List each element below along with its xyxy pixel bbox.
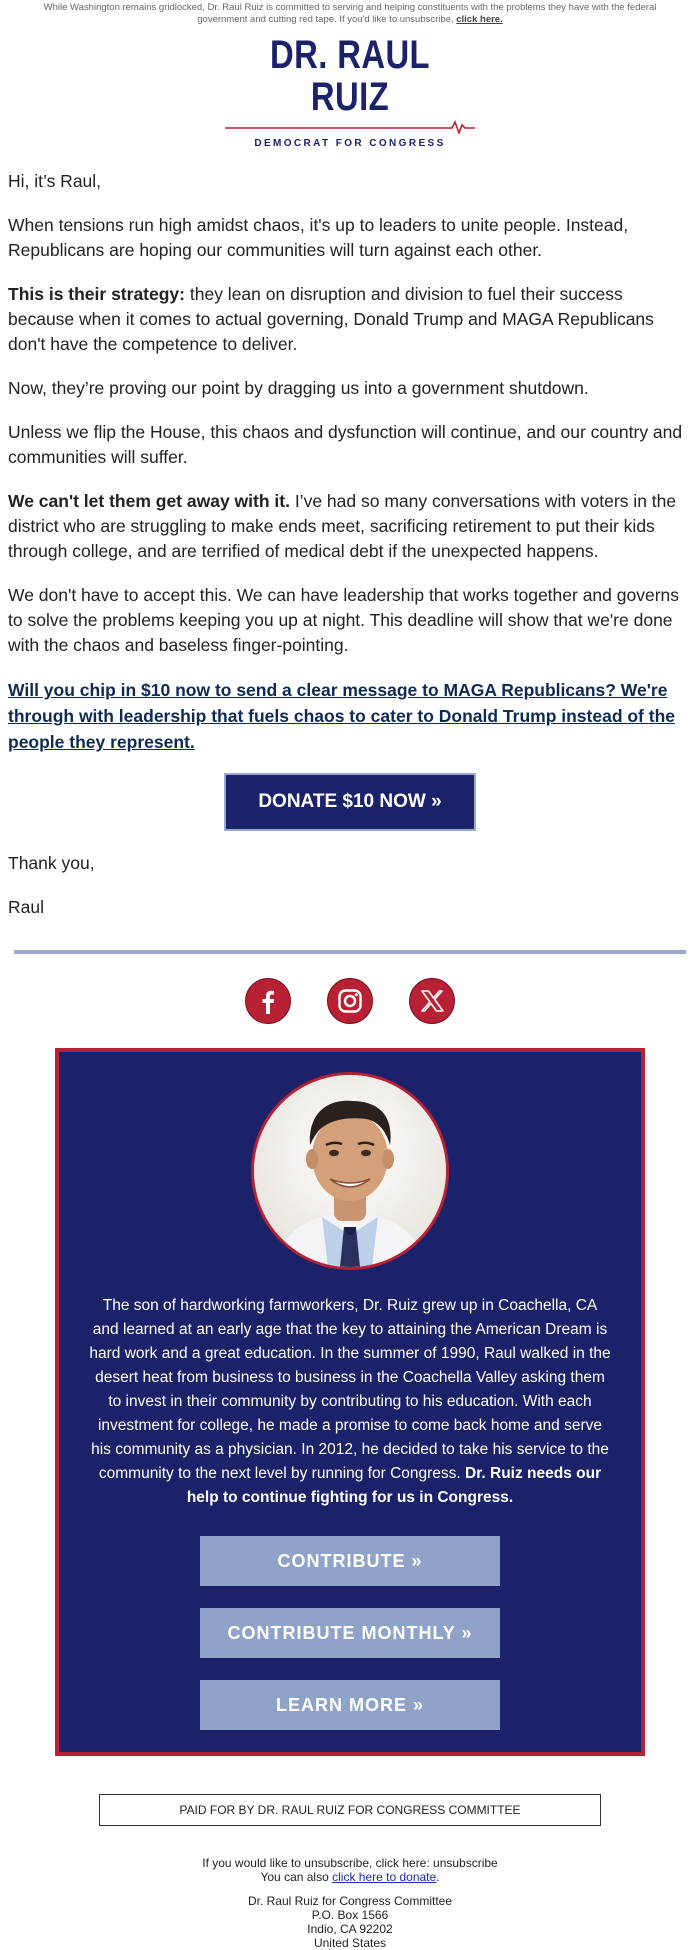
x-icon[interactable]	[409, 978, 455, 1024]
mailing-address	[0, 1894, 700, 1950]
paid-for-disclaimer: PAID FOR BY DR. RAUL RUIZ FOR CONGRESS COMMITTEE	[99, 1794, 601, 1826]
preheader-text: While Washington remains gridlocked, Dr. Raul Ruiz is committed to serving and helping constituents with the problems they have with the federal government and cutting red tape. If you'd like to unsubscribe,	[43, 2, 657, 25]
divider	[14, 950, 686, 954]
donation-ask-link[interactable]: Will you chip in $10 now to send a clear message to MAGA Republicans? We're through with leadership that fuels chaos to cater to Donald Trump instead of the people they represent.	[8, 680, 675, 752]
paragraph-5	[8, 489, 692, 564]
bio-paragraph: The son of hardworking farmworkers, Dr. Ruiz grew up in Coachella, CA and learned at an early age that the key to attaining the American Dream is hard work and a great education. In the summer of 1990, Raul walked in the desert heat from business to business in the Coachella Valley asking them to invest in their community by contributing to his education. With each investment for college, he made a promise to come back home and serve his community as a physician. In 2012, he decided to take his service to the community to the next level by running for Congress.	[89, 1297, 611, 1482]
social-links	[0, 978, 700, 1024]
greeting: Hi, it’s Raul,	[8, 171, 102, 191]
paragraph-6: We don't have to accept this. We can have leadership that works together and governs to solve the problems keeping you up at night. This deadline will show that we're done with the chaos and baseless finger-pointing.	[8, 585, 680, 655]
address-line: United States	[313, 1936, 387, 1950]
donate-wrapper	[8, 773, 692, 831]
paragraph-3: Now, they’re proving our point by dragging us into a government shutdown.	[8, 378, 589, 398]
bio-card	[55, 1048, 645, 1756]
bio-bold-statement: Dr. Ruiz needs our help to continue fighting for us in Congress.	[186, 1465, 602, 1506]
paragraph-2	[8, 282, 692, 357]
donate-line-suffix: .	[436, 1870, 440, 1884]
donate-line-prefix: You can also	[260, 1870, 333, 1884]
logo	[220, 34, 480, 149]
paragraph-5-bold: We can't let them get away with it.	[8, 491, 290, 511]
paragraph-4: Unless we flip the House, this chaos and dysfunction will continue, and our country and communities will suffer.	[8, 422, 683, 467]
facebook-icon[interactable]	[245, 978, 291, 1024]
logo-tagline: DEMOCRAT FOR CONGRESS	[254, 138, 446, 149]
address-line: Dr. Raul Ruiz for Congress Committee	[247, 1894, 453, 1908]
address-line: Indio, CA 92202	[307, 1922, 393, 1936]
contribute-monthly-button[interactable]: CONTRIBUTE MONTHLY »	[200, 1608, 500, 1658]
candidate-photo	[251, 1072, 449, 1270]
paragraph-1: When tensions run high amidst chaos, it's up to leaders to unite people. Instead, Republicans are hoping our communities will turn against each other.	[8, 215, 629, 260]
donate-button[interactable]: DONATE $10 NOW »	[224, 773, 476, 831]
signature: Raul	[8, 897, 44, 917]
footer-donate-link[interactable]: click here to donate	[332, 1870, 437, 1884]
email-body	[0, 169, 700, 920]
paragraph-2-text: they lean on disruption and division to fuel their success because when it comes to actual governing, Donald Trump and MAGA Republicans don't have the competence to deliver.	[8, 284, 654, 354]
preheader	[0, 0, 700, 26]
instagram-icon[interactable]	[327, 978, 373, 1024]
footer	[0, 1856, 700, 1950]
address-line: P.O. Box 1566	[311, 1908, 389, 1922]
paragraph-5-text: I’ve had so many conversations with voters in the district who are struggling to make ends meet, sacrificing retirement to put their kids through college, and are terrified of medical debt if the unexpected happens.	[8, 491, 677, 561]
learn-more-button[interactable]: LEARN MORE »	[200, 1680, 500, 1730]
contribute-button[interactable]: CONTRIBUTE »	[200, 1536, 500, 1586]
portrait-image	[254, 1075, 446, 1267]
heartbeat-line-icon	[225, 120, 475, 134]
preheader-unsubscribe-link[interactable]: click here.	[456, 14, 503, 25]
paragraph-2-bold: This is their strategy:	[8, 284, 185, 304]
logo-name: DR. RAUL RUIZ	[270, 33, 430, 119]
donate-line	[0, 1870, 700, 1884]
bio-text	[89, 1294, 611, 1510]
unsubscribe-text[interactable]: If you would like to unsubscribe, click here: unsubscribe	[202, 1856, 498, 1870]
closing-thanks: Thank you,	[8, 853, 95, 873]
